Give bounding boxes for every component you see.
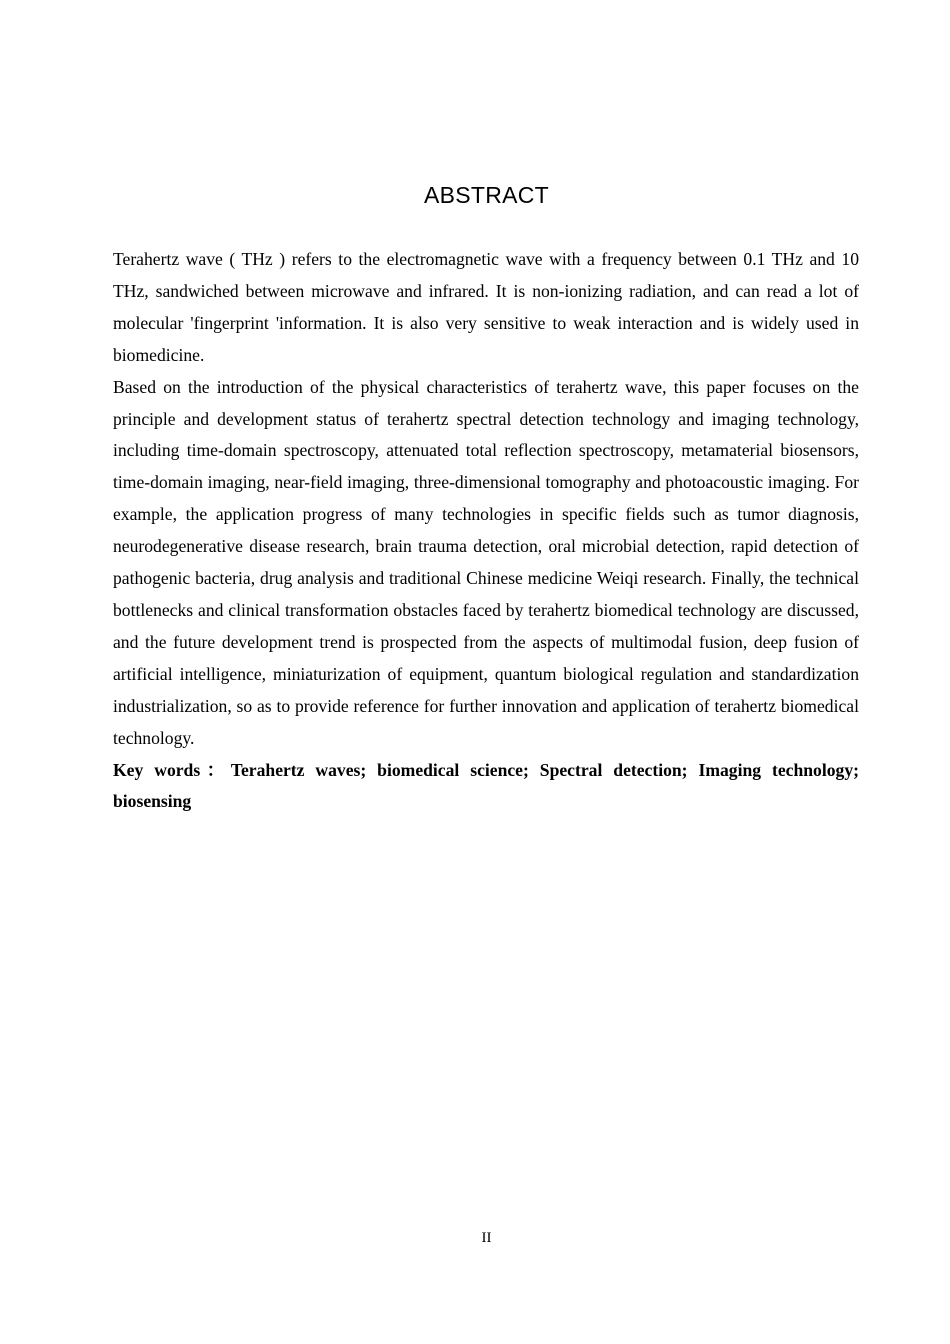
keywords-text: Terahertz waves; biomedical science; Spectral detection; Imaging technology; biosensing bbox=[113, 759, 859, 812]
abstract-paragraph-2: Based on the introduction of the physical characteristics of terahertz wave, this paper focuses on the principle and development status of terahertz spectral detection technology and imaging technology, including time-domain spectroscopy, attenuated total reflection spectroscopy, metamaterial biosensors, time-domain imaging, near-field imaging, three-dimensional tomography and photoacoustic imaging. For example, the application progress of many technologies in specific fields such as tumor diagnosis, neurodegenerative disease research, brain trauma detection, oral microbial detection, rapid detection of pathogenic bacteria, drug analysis and traditional Chinese medicine Weiqi research. Finally, the technical bottlenecks and clinical transformation obstacles faced by terahertz biomedical technology are discussed, and the future development trend is prospected from the aspects of multimodal fusion, deep fusion of artificial intelligence, miniaturization of equipment, quantum biological regulation and standardization industrialization, so as to provide reference for further innovation and application of terahertz biomedical technology. bbox=[113, 376, 859, 748]
keywords-label: Key words： bbox=[113, 759, 231, 780]
page-number: II bbox=[481, 1230, 492, 1246]
abstract-title: ABSTRACT bbox=[423, 182, 550, 208]
abstract-paragraph-1: Terahertz wave ( THz ) refers to the electromagnetic wave with a frequency between 0.1 THz and 10 THz, sandwiched between microwave and infrared. It is non-ionizing radiation, and can read a lot of molecular 'fingerprint 'information. It is also very sensitive to weak interaction and is widely used in biomedicine. bbox=[113, 249, 859, 365]
keywords-line bbox=[113, 755, 859, 819]
abstract-body bbox=[113, 244, 859, 818]
